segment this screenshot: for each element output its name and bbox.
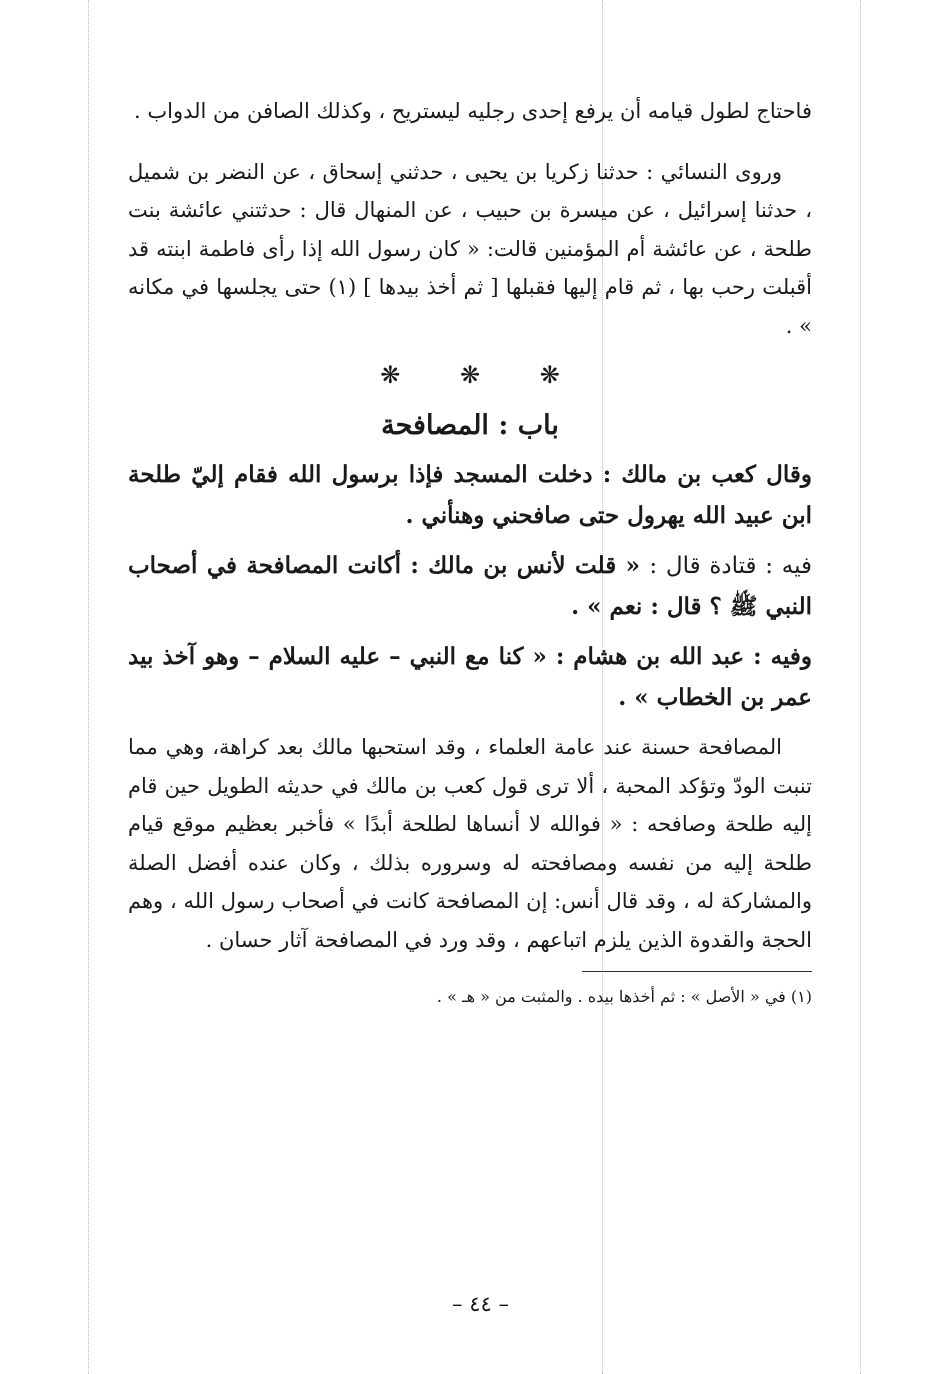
star-ornament-icon: ❋ xyxy=(459,361,481,389)
page-body xyxy=(128,92,812,1012)
section-separator xyxy=(128,355,812,395)
hadith-qatada xyxy=(128,546,812,627)
paragraph-gap xyxy=(128,536,812,546)
hadith-kaab: وقال كعب بن مالك : دخلت المسجد فإذا برسول الله فقام إليّ طلحة ابن عبيد الله يهرول حتى صافحني وهنأني . xyxy=(128,461,812,529)
margin-guide-left xyxy=(88,0,89,1374)
footnote: (١) في « الأصل » : ثم أخذها بيده . والمثبت من « هـ » . xyxy=(436,987,812,1006)
paragraph-gap xyxy=(128,627,812,637)
star-ornament-icon: ❋ xyxy=(539,361,560,389)
chapter-heading: باب : المصافحة xyxy=(381,410,559,441)
footnote-rule xyxy=(582,971,812,972)
hadith-qatada-text: « قلت لأنس بن مالك : أكانت المصافحة في أصحاب النبي ﷺ ؟ قال : نعم » . xyxy=(128,552,812,620)
paragraph-gap xyxy=(128,131,812,153)
page-number: – ٤٤ – xyxy=(452,1292,509,1316)
paragraph-1: فاحتاج لطول قيامه أن يرفع إحدى رجليه ليستريح ، وكذلك الصافن من الدواب . xyxy=(134,99,812,123)
hadith-qatada-label: فيه : قتادة قال : xyxy=(649,553,812,579)
margin-guide-right xyxy=(860,0,861,1374)
paragraph-3: المصافحة حسنة عند عامة العلماء ، وقد استحبها مالك بعد كراهة، وهي مما تنبت الودّ وتؤكد المحبة ، ألا ترى قول كعب بن مالك في حديثه الطويل حين قام إليه طلحة وصافحه : « فوالله لا أنساها لطلحة أبدًا » فأخبر بعظيم موقع قيام طلحة إليه من نفسه ومصافحته له وسروره بذلك ، وكان عنده أفضل الصلة والمشاركة له ، وقد قال أنس: إن المصافحة كانت في أصحاب رسول الله ، وهم الحجة والقدوة الذين يلزم اتباعهم ، وقد ورد في المصافحة آثار حسان . xyxy=(128,735,812,952)
hadith-abdullah: وفيه : عبد الله بن هشام : « كنا مع النبي – عليه السلام – وهو آخذ بيد عمر بن الخطاب » . xyxy=(128,643,812,711)
paragraph-gap xyxy=(128,718,812,728)
paragraph-2: وروى النسائي : حدثنا زكريا بن يحيى ، حدثني إسحاق ، عن النضر بن شميل ، حدثنا إسرائيل ، عن ميسرة بن حبيب ، عن المنهال قال : حدثتني عائشة بنت طلحة ، عن عائشة أم المؤمنين قالت: « كان رسول الله إذا رأى فاطمة ابنته قد أقبلت رحب بها ، ثم قام إليها فقبلها [ ثم أخذ بيدها ] (١) حتى يجلسها في مكانه » . xyxy=(128,159,812,338)
star-ornament-icon: ❋ xyxy=(380,361,401,389)
